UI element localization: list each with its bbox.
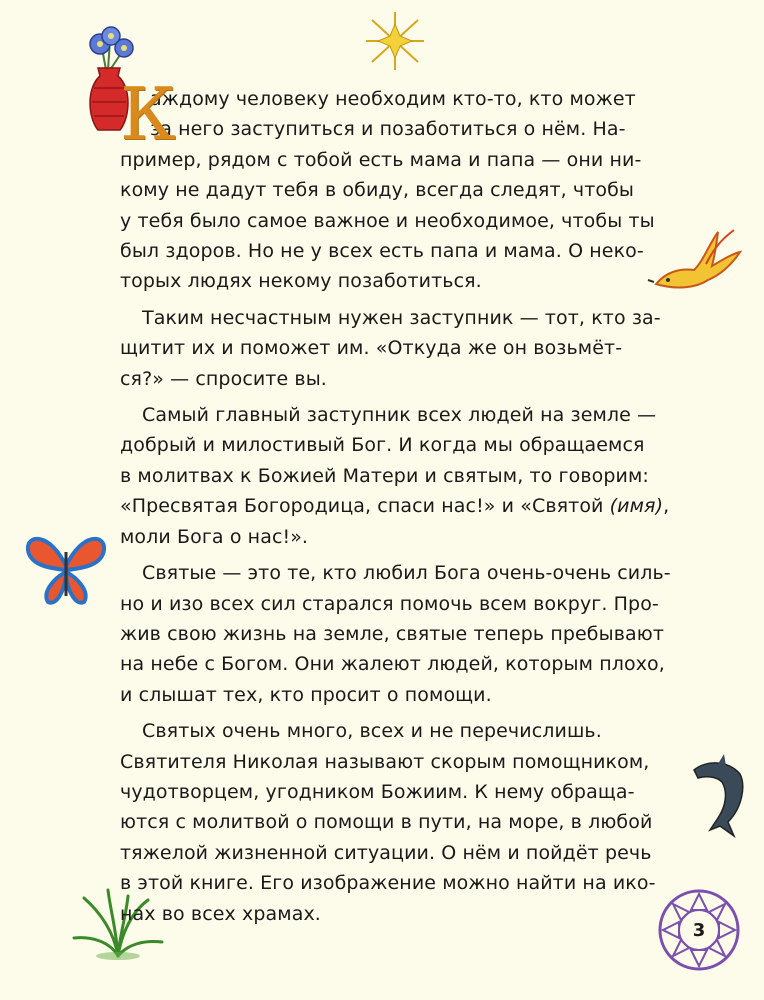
butterfly-icon [20, 526, 112, 610]
text-line: Таким несчастным нужен заступник — тот, кто за- [142, 306, 661, 329]
text-line: пример, рядом с тобой есть мама и папа — они ни- [120, 148, 642, 171]
text-line: ся?» — спросите вы. [120, 367, 327, 390]
text-line: торых людях некому позаботиться. [120, 270, 482, 293]
star-icon [362, 10, 428, 72]
text-line: Святые — это те, кто любил Бога очень-очень силь- [142, 562, 671, 585]
italic-text: (имя) [609, 495, 664, 518]
body-text [120, 72, 680, 935]
text-line: Святителя Николая называют скорым помощником, [120, 750, 650, 773]
text-line: но и изо всех сил старался помочь всем вокруг. Про- [120, 592, 659, 615]
text-line: чудотворцем, угодником Божиим. К нему обраща- [120, 780, 635, 803]
text-line: тяжелой жизненной ситуации. О нём и пойдёт речь [120, 841, 652, 864]
text-segment: , [663, 495, 670, 518]
paragraph-2 [120, 303, 680, 394]
paragraph-3 [120, 400, 680, 552]
text-line: был здоров. Но не у всех есть папа и мама. О неко- [120, 240, 644, 263]
page-number: 3 [692, 919, 706, 941]
text-line: и слышат тех, кто просит о помощи. [120, 683, 492, 706]
text-line: Святых очень много, всех и не перечислишь. [142, 720, 602, 743]
text-line: ются с молитвой о помощи в пути, на море, в любой [120, 811, 653, 834]
text-line: моли Бога о нас!». [120, 525, 309, 548]
text-line: щитит их и поможет им. «Откуда же он возьмёт- [120, 337, 623, 360]
drop-cap: К [120, 72, 176, 156]
text-line: в этой книге. Его изображение можно найти на ико- [120, 872, 656, 895]
text-line: кому не дадут тебя в обиду, всегда следят, чтобы [120, 179, 635, 202]
text-line: на небе с Богом. Они жалеют людей, которым плохо, [120, 653, 665, 676]
paragraph-4 [120, 558, 680, 710]
paragraph-5 [120, 716, 680, 929]
text-line: в молитвах к Божией Матери и святым, то говорим: [120, 464, 649, 487]
text-line: нах во всех храмах. [120, 902, 321, 925]
text-line: за него заступиться и позаботиться о нём. На- [150, 118, 626, 141]
text-line: жив свою жизнь на земле, святые теперь пребывают [120, 622, 665, 645]
text-line: у тебя было самое важное и необходимое, чтобы ты [120, 209, 655, 232]
text-line: Самый главный заступник всех людей на земле — [142, 404, 657, 427]
text-line: аждому человеку необходим кто-то, кто может [150, 88, 636, 110]
text-line: добрый и милостивый Бог. И когда мы обращаемся [120, 434, 645, 457]
paragraph-1 [120, 72, 680, 297]
dolphin-icon [688, 752, 748, 838]
text-line [120, 491, 680, 521]
text-segment: «Пресвятая Богородица, спаси нас!» и «Святой [120, 495, 610, 518]
